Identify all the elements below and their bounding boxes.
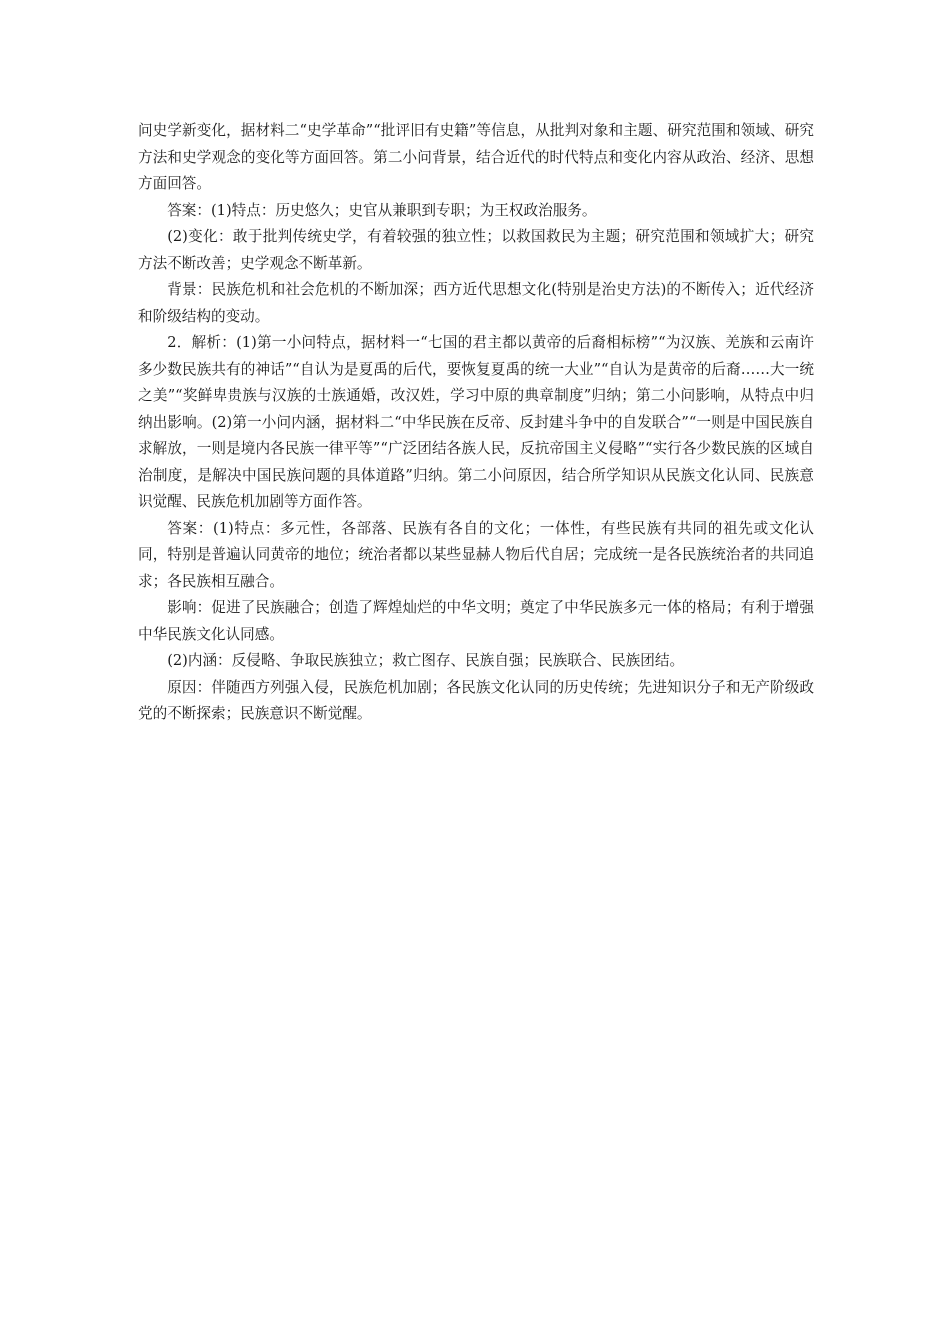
paragraph-answer-2-1-features: 答案：(1)特点：多元性，各部落、民族有各自的文化；一体性，有些民族有共同的祖先或文化认同，特别是普遍认同黄帝的地位；统治者都以某些显赫人物后代自居；完成统一是各民族统治者的共同追求；各民族相互融合。 bbox=[138, 519, 814, 590]
paragraph-history-changes-continued: 问史学新变化，据材料二“史学革命”“批评旧有史籍”等信息，从批判对象和主题、研究范围和领域、研究方法和史学观念的变化等方面回答。第二小问背景，结合近代的时代特点和变化内容从政治、经济、思想方面回答。 bbox=[138, 122, 814, 192]
document-body bbox=[138, 118, 814, 728]
paragraph-answer-1-features: 答案：(1)特点：历史悠久；史官从兼职到专职；为王权政治服务。 bbox=[167, 201, 597, 219]
paragraph-question-2-analysis: 2．解析：(1)第一小问特点，据材料一“七国的君主都以黄帝的后裔相标榜”“为汉族、羌族和云南许多少数民族共有的神话”“自认为是夏禹的后代，要恢复夏禹的统一大业”“自认为是黄帝的后裔……大一统之美”“奖鲜卑贵族与汉族的士族通婚，改汉姓，学习中原的典章制度”归纳；第二小问影响，从特点中归纳出影响。(2)第一小问内涵，据材料二“中华民族在反帝、反封建斗争中的自发联合”“一则是中国民族自求解放，一则是境内各民族一律平等”“广泛团结各族人民，反抗帝国主义侵略”“实行各少数民族的区域自治制度，是解决中国民族问题的具体道路”归纳。第二小问原因，结合所学知识从民族文化认同、民族意识觉醒、民族危机加剧等方面作答。 bbox=[138, 334, 814, 510]
paragraph-answer-2-2-connotation: (2)内涵：反侵略、争取民族独立；救亡图存、民族自强；民族联合、民族团结。 bbox=[167, 652, 685, 669]
paragraph-answer-impact: 影响：促进了民族融合；创造了辉煌灿烂的中华文明；奠定了中华民族多元一体的格局；有利于增强中华民族文化认同感。 bbox=[138, 599, 814, 643]
paragraph-answer-background: 背景：民族危机和社会危机的不断加深；西方近代思想文化(特别是治史方法)的不断传入；近代经济和阶级结构的变动。 bbox=[138, 281, 814, 325]
paragraph-answer-2-changes: (2)变化：敢于批判传统史学，有着较强的独立性；以救国救民为主题；研究范围和领域扩大；研究方法不断改善；史学观念不断革新。 bbox=[138, 228, 814, 272]
paragraph-answer-reasons: 原因：伴随西方列强入侵，民族危机加剧；各民族文化认同的历史传统；先进知识分子和无产阶级政党的不断探索；民族意识不断觉醒。 bbox=[138, 678, 814, 722]
